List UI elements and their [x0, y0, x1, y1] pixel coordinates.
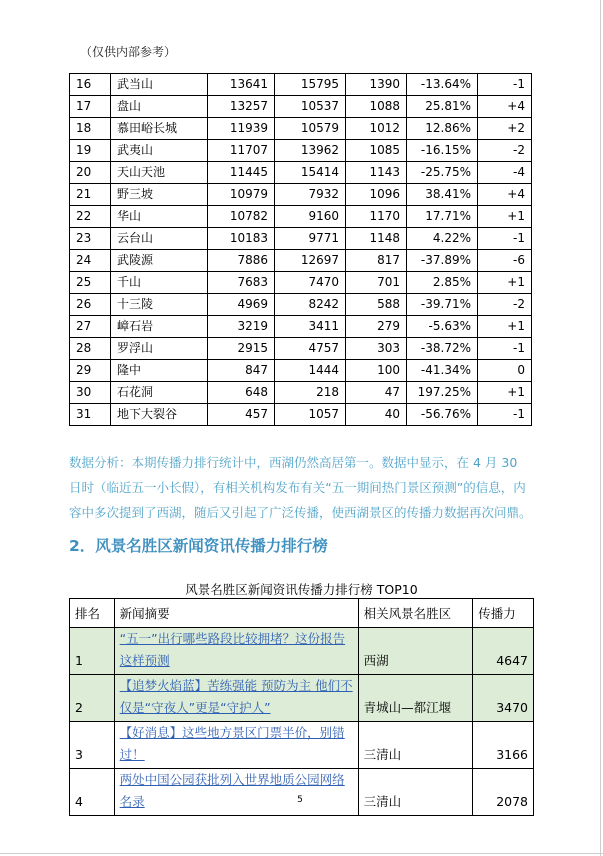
value-3-cell: 817 [346, 250, 407, 272]
news-rank: 3 [70, 722, 115, 769]
news-row [70, 722, 534, 769]
value-2-cell: 218 [275, 382, 346, 404]
value-1-cell: 3219 [208, 316, 275, 338]
value-3-cell: 47 [346, 382, 407, 404]
news-headline-link[interactable]: 两处中国公园获批列入世界地质公园网络名录 [114, 769, 358, 816]
scenic-name-cell: 嶂石岩 [111, 316, 208, 338]
news-table-caption: 风景名胜区新闻资讯传播力排行榜 TOP10 [185, 582, 418, 597]
ranking-row [70, 316, 532, 338]
rank-change-cell: +2 [478, 118, 532, 140]
ranking-row [70, 118, 532, 140]
value-1-cell: 7886 [208, 250, 275, 272]
page-edge-right [600, 0, 601, 856]
data-analysis-paragraph: 数据分析：本期传播力排行统计中，西湖仍然高居第一。数据中显示，在 4 月 30 日时（临近五一小长假），有相关机构发布有关“五一期间热门景区预测”的信息，内容中多次提到了西湖，随后又引起了广泛传播，使西湖景区的传播力数据再次问鼎。 [69, 455, 532, 520]
rank-change-cell: +1 [478, 382, 532, 404]
value-3-cell: 1012 [346, 118, 407, 140]
value-3-cell: 1143 [346, 162, 407, 184]
value-1-cell: 457 [208, 404, 275, 426]
ranking-row [70, 338, 532, 360]
ranking-row [70, 404, 532, 426]
news-rank: 2 [70, 675, 115, 722]
rank-change-cell: +1 [478, 316, 532, 338]
rank-cell: 18 [70, 118, 111, 140]
scenic-name-cell: 华山 [111, 206, 208, 228]
change-percent-cell: -56.76% [407, 404, 478, 426]
rank-change-cell: -2 [478, 294, 532, 316]
value-2-cell: 12697 [275, 250, 346, 272]
value-1-cell: 10183 [208, 228, 275, 250]
value-2-cell: 3411 [275, 316, 346, 338]
value-1-cell: 10782 [208, 206, 275, 228]
rank-cell: 26 [70, 294, 111, 316]
rank-change-cell: -4 [478, 162, 532, 184]
header-note: （仅供内部参考） [80, 45, 177, 59]
rank-cell: 19 [70, 140, 111, 162]
news-area: 三清山 [358, 769, 473, 816]
rank-cell: 31 [70, 404, 111, 426]
scenic-name-cell: 武夷山 [111, 140, 208, 162]
scenic-name-cell: 隆中 [111, 360, 208, 382]
scenic-name-cell: 石花洞 [111, 382, 208, 404]
value-3-cell: 1148 [346, 228, 407, 250]
news-power: 2078 [473, 769, 534, 816]
change-percent-cell: -5.63% [407, 316, 478, 338]
scenic-name-cell: 天山天池 [111, 162, 208, 184]
value-3-cell: 588 [346, 294, 407, 316]
news-row [70, 628, 534, 675]
news-headline-link[interactable]: “五一”出行哪些路段比较拥堵？这份报告这样预测 [114, 628, 358, 675]
value-2-cell: 10579 [275, 118, 346, 140]
news-area: 青城山—都江堰 [358, 675, 473, 722]
scenic-name-cell: 云台山 [111, 228, 208, 250]
value-1-cell: 11939 [208, 118, 275, 140]
ranking-row [70, 228, 532, 250]
ranking-row [70, 140, 532, 162]
value-2-cell: 9160 [275, 206, 346, 228]
value-3-cell: 1085 [346, 140, 407, 162]
header-rank: 排名 [70, 599, 115, 628]
rank-change-cell: +4 [478, 96, 532, 118]
rank-cell: 27 [70, 316, 111, 338]
value-2-cell: 1444 [275, 360, 346, 382]
value-2-cell: 10537 [275, 96, 346, 118]
ranking-row [70, 184, 532, 206]
ranking-row [70, 206, 532, 228]
ranking-row [70, 250, 532, 272]
header-area: 相关风景名胜区 [358, 599, 473, 628]
value-1-cell: 648 [208, 382, 275, 404]
rank-cell: 21 [70, 184, 111, 206]
rank-change-cell: -1 [478, 404, 532, 426]
news-headline-link[interactable]: 【追梦火焰蓝】苦练强能 预防为主 他们不仅是“守夜人”更是“守护人” [114, 675, 358, 722]
news-area: 西湖 [358, 628, 473, 675]
value-2-cell: 13962 [275, 140, 346, 162]
change-percent-cell: -39.71% [407, 294, 478, 316]
value-1-cell: 10979 [208, 184, 275, 206]
page-edge-bottom [0, 853, 603, 854]
news-headline-link[interactable]: 【好消息】这些地方景区门票半价，别错过！ [114, 722, 358, 769]
value-2-cell: 7470 [275, 272, 346, 294]
change-percent-cell: 25.81% [407, 96, 478, 118]
scenic-name-cell: 罗浮山 [111, 338, 208, 360]
news-row [70, 675, 534, 722]
scenic-name-cell: 地下大裂谷 [111, 404, 208, 426]
change-percent-cell: -16.15% [407, 140, 478, 162]
rank-change-cell: 0 [478, 360, 532, 382]
rank-cell: 28 [70, 338, 111, 360]
news-row [70, 769, 534, 816]
news-ranking-table [69, 598, 534, 816]
value-1-cell: 11707 [208, 140, 275, 162]
rank-change-cell: -1 [478, 228, 532, 250]
change-percent-cell: -38.72% [407, 338, 478, 360]
rank-cell: 16 [70, 74, 111, 96]
value-3-cell: 100 [346, 360, 407, 382]
change-percent-cell: 17.71% [407, 206, 478, 228]
value-2-cell: 7932 [275, 184, 346, 206]
rank-cell: 29 [70, 360, 111, 382]
scenic-name-cell: 武陵源 [111, 250, 208, 272]
scenic-name-cell: 十三陵 [111, 294, 208, 316]
value-3-cell: 701 [346, 272, 407, 294]
news-rank: 1 [70, 628, 115, 675]
value-1-cell: 13641 [208, 74, 275, 96]
value-2-cell: 15795 [275, 74, 346, 96]
value-3-cell: 279 [346, 316, 407, 338]
rank-cell: 20 [70, 162, 111, 184]
change-percent-cell: 4.22% [407, 228, 478, 250]
news-power: 3166 [473, 722, 534, 769]
value-2-cell: 8242 [275, 294, 346, 316]
ranking-row [70, 360, 532, 382]
rank-change-cell: -1 [478, 338, 532, 360]
value-3-cell: 1096 [346, 184, 407, 206]
ranking-row [70, 382, 532, 404]
value-3-cell: 1390 [346, 74, 407, 96]
scenic-name-cell: 野三坡 [111, 184, 208, 206]
value-2-cell: 9771 [275, 228, 346, 250]
rank-change-cell: +1 [478, 272, 532, 294]
scenic-name-cell: 千山 [111, 272, 208, 294]
rank-change-cell: +1 [478, 206, 532, 228]
value-3-cell: 1170 [346, 206, 407, 228]
change-percent-cell: 38.41% [407, 184, 478, 206]
change-percent-cell: -41.34% [407, 360, 478, 382]
value-2-cell: 4757 [275, 338, 346, 360]
value-2-cell: 1057 [275, 404, 346, 426]
rank-change-cell: -6 [478, 250, 532, 272]
scenic-name-cell: 慕田峪长城 [111, 118, 208, 140]
scenic-spread-ranking-table [69, 73, 532, 426]
change-percent-cell: -13.64% [407, 74, 478, 96]
value-3-cell: 1088 [346, 96, 407, 118]
news-rank: 4 [70, 769, 115, 816]
scenic-name-cell: 武当山 [111, 74, 208, 96]
news-table-header-row [70, 599, 534, 628]
ranking-row [70, 272, 532, 294]
value-3-cell: 40 [346, 404, 407, 426]
ranking-row [70, 96, 532, 118]
rank-cell: 17 [70, 96, 111, 118]
change-percent-cell: 12.86% [407, 118, 478, 140]
rank-cell: 23 [70, 228, 111, 250]
scenic-name-cell: 盘山 [111, 96, 208, 118]
rank-cell: 24 [70, 250, 111, 272]
value-1-cell: 847 [208, 360, 275, 382]
rank-cell: 22 [70, 206, 111, 228]
news-power: 3470 [473, 675, 534, 722]
change-percent-cell: 2.85% [407, 272, 478, 294]
header-headline: 新闻摘要 [114, 599, 358, 628]
rank-cell: 30 [70, 382, 111, 404]
news-power: 4647 [473, 628, 534, 675]
value-1-cell: 13257 [208, 96, 275, 118]
ranking-row [70, 294, 532, 316]
value-1-cell: 4969 [208, 294, 275, 316]
rank-change-cell: -2 [478, 140, 532, 162]
rank-change-cell: -1 [478, 74, 532, 96]
page-number: 5 [297, 795, 303, 805]
value-1-cell: 11445 [208, 162, 275, 184]
value-1-cell: 7683 [208, 272, 275, 294]
header-power: 传播力 [473, 599, 534, 628]
change-percent-cell: 197.25% [407, 382, 478, 404]
rank-cell: 25 [70, 272, 111, 294]
ranking-row [70, 162, 532, 184]
value-3-cell: 303 [346, 338, 407, 360]
news-area: 三清山 [358, 722, 473, 769]
ranking-row [70, 74, 532, 96]
rank-change-cell: +4 [478, 184, 532, 206]
value-2-cell: 15414 [275, 162, 346, 184]
section-title: 2．风景名胜区新闻资讯传播力排行榜 [69, 537, 328, 555]
change-percent-cell: -37.89% [407, 250, 478, 272]
change-percent-cell: -25.75% [407, 162, 478, 184]
value-1-cell: 2915 [208, 338, 275, 360]
